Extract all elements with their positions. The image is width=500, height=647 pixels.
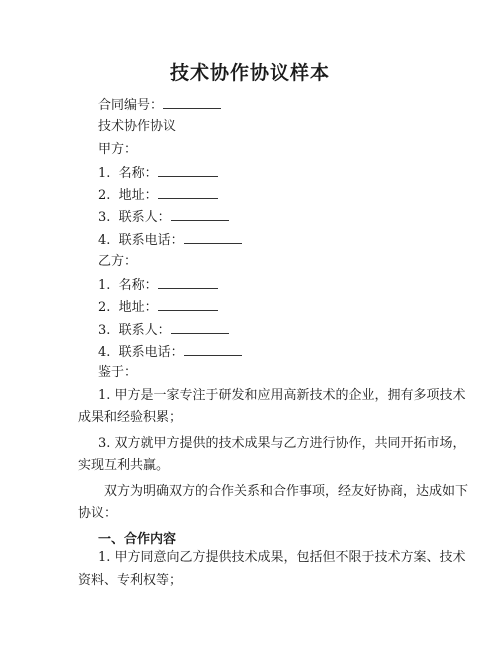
section-heading: 一、合作内容 (98, 532, 177, 547)
item-number: 3. (98, 210, 111, 225)
item-label: 联系人： (118, 323, 171, 338)
contract-number-blank (163, 96, 221, 109)
item-label: 联系电话： (118, 345, 184, 360)
contract-number-label: 合同编号： (98, 98, 164, 113)
party-a-item-contact (98, 208, 229, 226)
party-a-item-name (98, 164, 218, 182)
agreement-line1: 双方为明确双方的合作关系和合作事项，经友好协商，达成如下 (104, 484, 469, 499)
section1-item1-line2: 资料、专利权等； (78, 573, 183, 588)
whereas-3-line2: 实现互利共赢。 (78, 458, 170, 473)
whereas-label: 鉴于： (98, 365, 138, 380)
item-number: 2. (98, 300, 111, 315)
document-title: 技术协作协议样本 (169, 62, 330, 84)
fill-blank (158, 164, 218, 177)
party-a-item-phone (98, 231, 242, 249)
item-label: 名称： (118, 278, 158, 293)
whereas-1-line1: 1. 甲方是一家专注于研发和应用高新技术的企业，拥有多项技术 (98, 388, 466, 403)
section1-item1-line1: 1. 甲方同意向乙方提供技术成果，包括但不限于技术方案、技术 (98, 550, 466, 565)
agreement-line2: 协议： (78, 506, 118, 521)
item-label: 联系电话： (118, 233, 184, 248)
item-number: 2. (98, 188, 111, 203)
party-b-item-name (98, 276, 218, 294)
party-a-item-address (98, 186, 218, 204)
document-subtitle: 技术协作协议 (98, 119, 177, 134)
whereas-1-line2: 成果和经验积累； (78, 410, 183, 425)
item-number: 1. (98, 166, 111, 181)
party-b-item-contact (98, 321, 229, 339)
item-label: 联系人： (118, 210, 171, 225)
party-a-label: 甲方： (98, 142, 138, 157)
fill-blank (171, 208, 229, 221)
item-label: 名称： (118, 166, 158, 181)
item-number: 1. (98, 278, 111, 293)
party-b-item-address (98, 298, 218, 316)
fill-blank (158, 186, 218, 199)
whereas-3-line1: 3. 双方就甲方提供的技术成果与乙方进行协作，共同开拓市场， (98, 436, 466, 451)
fill-blank (158, 298, 218, 311)
fill-blank (184, 343, 242, 356)
item-number: 4. (98, 345, 111, 360)
fill-blank (158, 276, 218, 289)
party-b-label: 乙方： (98, 254, 138, 269)
fill-blank (184, 231, 242, 244)
fill-blank (171, 321, 229, 334)
party-b-item-phone (98, 343, 242, 361)
item-number: 3. (98, 323, 111, 338)
item-label: 地址： (118, 188, 158, 203)
contract-number-line (98, 96, 221, 114)
item-number: 4. (98, 233, 111, 248)
item-label: 地址： (118, 300, 158, 315)
